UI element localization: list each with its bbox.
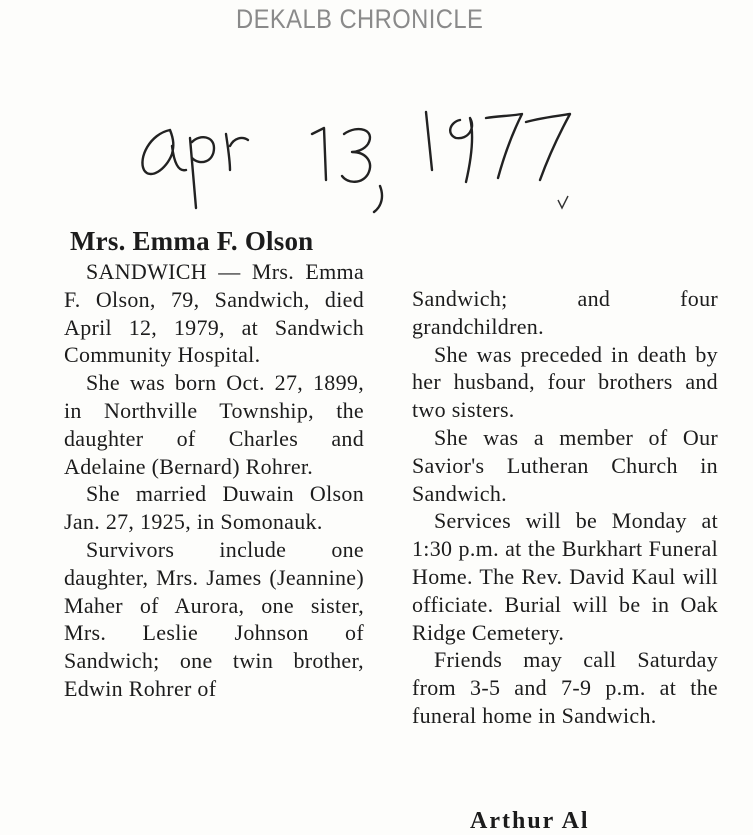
obituary-paragraph: She was born Oct. 27, 1899, in Northville Township, the daughter of Charles and Adelaine (Bernard) Rohrer. bbox=[64, 370, 364, 479]
next-obituary-heading: Arthur Al bbox=[470, 808, 590, 834]
obituary-paragraph: Services will be Monday at 1:30 p.m. at the Burkhart Funeral Home. The Rev. David Kaul will officiate. Burial will be in Oak Ridge Cemetery. bbox=[412, 508, 718, 645]
newspaper-stamp: DEKALB CHRONICLE bbox=[236, 4, 484, 34]
clipped-adjacent-column bbox=[744, 284, 753, 804]
obituary-paragraph: Sandwich; and four grandchildren. bbox=[412, 286, 718, 339]
obituary-column-2 bbox=[412, 285, 718, 730]
obituary-paragraph: She was a member of Our Savior's Lutheran Church in Sandwich. bbox=[412, 424, 718, 506]
obituary-paragraph: SANDWICH — Mrs. Emma F. Olson, 79, Sandwich, died April 12, 1979, at Sandwich Community Hospital. bbox=[64, 259, 365, 368]
obituary-paragraph: Friends may call Saturday from 3-5 and 7-9 p.m. at the funeral home in Sandwich. bbox=[412, 647, 718, 728]
pencil-tick-mark bbox=[556, 194, 570, 210]
obituary-name: Mrs. Emma F. Olson bbox=[70, 226, 314, 256]
dateline: SANDWICH — bbox=[86, 259, 252, 284]
handwritten-date bbox=[130, 100, 590, 220]
obituary-paragraph: She married Duwain Olson Jan. 27, 1925, in Somonauk. bbox=[64, 481, 364, 535]
obituary-paragraph: She was preceded in death by her husband, four brothers and two sisters. bbox=[412, 341, 718, 423]
obituary-column-1 bbox=[64, 258, 364, 703]
obituary-paragraph: Survivors include one daughter, Mrs. James (Jeannine) Maher of Aurora, one sister, Mrs. Leslie Johnson of Sandwich; one twin brother, Edwin Rohrer of bbox=[64, 536, 364, 701]
